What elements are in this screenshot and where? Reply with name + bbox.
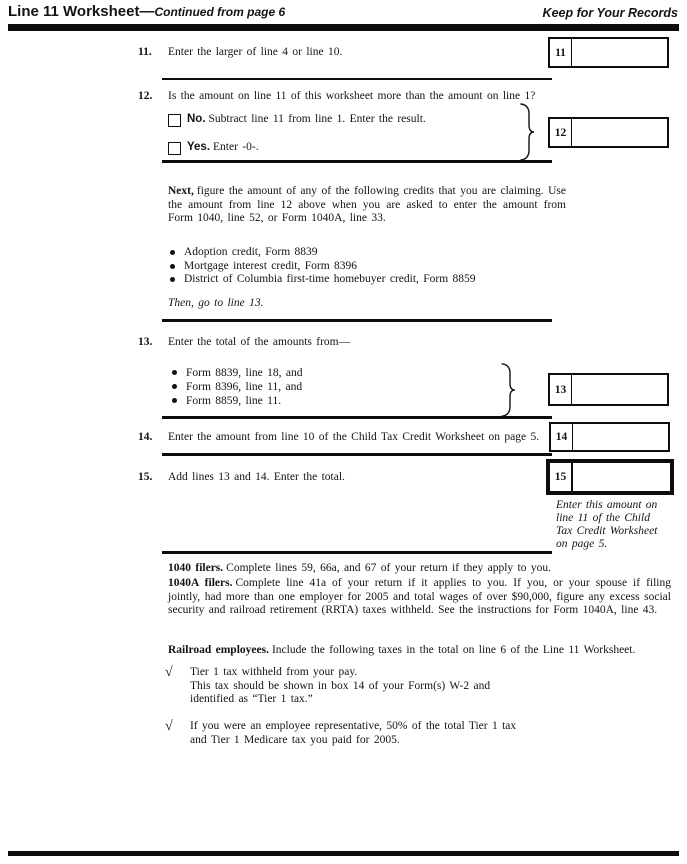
bullet-icon [170, 264, 175, 269]
yes-option-text: Enter -0-. [213, 141, 259, 153]
filers-1040-paragraph [168, 562, 551, 576]
header-divider-bar [8, 24, 679, 31]
line11-number: 11. [138, 46, 152, 58]
line13-box-number: 13 [550, 375, 572, 404]
no-option-label: No. [187, 113, 206, 125]
line13-bullet-list [172, 366, 303, 408]
railroad-paragraph [168, 644, 635, 658]
credit-bullet-item [170, 246, 476, 260]
line14-amount-field[interactable] [573, 424, 668, 450]
line14-amount-box [549, 422, 670, 452]
header [8, 3, 285, 21]
form-bullet-text: Form 8396, line 11, and [186, 381, 303, 393]
line12-question: Is the amount on line 11 of this worksheet more than the amount on line 1? [168, 90, 536, 102]
page-title: Line 11 Worksheet— [8, 3, 155, 20]
line14-box-number: 14 [551, 424, 573, 450]
line12-brace-icon [517, 102, 535, 162]
credit-bullet-list [170, 246, 476, 287]
line12-no-option [187, 113, 426, 127]
rule-under-line15 [162, 551, 552, 554]
next-paragraph [168, 185, 566, 226]
no-checkbox[interactable] [168, 114, 181, 127]
credit-bullet-item [170, 273, 476, 287]
line13-amount-box [548, 373, 669, 406]
bullet-icon [170, 250, 175, 255]
side-note-line: line 11 of the Child [556, 512, 650, 524]
rule-under-line14 [162, 453, 552, 456]
line13-number: 13. [138, 336, 153, 348]
rule-under-line12 [162, 160, 552, 163]
form-bullet-text: Form 8859, line 11. [186, 395, 282, 407]
credit-bullet-text: Mortgage interest credit, Form 8396 [184, 259, 358, 272]
keep-for-records-label: Keep for Your Records [542, 6, 678, 20]
filers-1040a-label: 1040A filers. [168, 577, 233, 589]
bullet-icon [172, 384, 177, 389]
line15-side-note [556, 499, 682, 551]
line12-yes-option [187, 141, 259, 155]
side-note-line: on page 5. [556, 538, 608, 550]
check-item-line: and Tier 1 Medicare tax you paid for 2005. [190, 733, 400, 746]
employee-representative-item [190, 720, 516, 747]
page-subtitle: Continued from page 6 [154, 5, 286, 19]
form-bullet-item [172, 394, 303, 408]
line11-box-number: 11 [550, 39, 572, 66]
railroad-text: Include the following taxes in the total on line 6 of the Line 11 Worksheet. [271, 644, 636, 656]
line12-number: 12. [138, 90, 153, 102]
bullet-icon [172, 370, 177, 375]
credit-bullet-text: District of Columbia first-time homebuyer credit, Form 8859 [184, 273, 476, 285]
check-item-line: Tier 1 tax withheld from your pay. [190, 666, 358, 678]
line12-amount-box [548, 117, 669, 148]
line11-amount-box [548, 37, 669, 68]
filers-1040-text: Complete lines 59, 66a, and 67 of your return if they apply to you. [226, 562, 551, 574]
form-bullet-item [172, 366, 303, 380]
line15-amount-field[interactable] [573, 463, 670, 491]
check-item-line: identified as “Tier 1 tax.” [190, 693, 313, 705]
credit-bullet-item [170, 260, 476, 274]
line15-amount-box [546, 459, 674, 495]
bullet-icon [170, 277, 175, 282]
check-icon: √ [165, 665, 173, 680]
filers-1040-label: 1040 filers. [168, 562, 224, 574]
line15-number: 15. [138, 471, 153, 483]
rule-under-line11 [162, 78, 552, 80]
line15-text: Add lines 13 and 14. Enter the total. [168, 471, 345, 483]
filers-1040a-paragraph [168, 577, 671, 618]
line12-box-number: 12 [550, 119, 572, 146]
filers-1040a-text: Complete line 41a of your return if it applies to you. If you, or your spouse if filing jointly, had more than one employer for 2005 and total wages of over $90,000, figure any excess social security and railroad retirement (RRTA) taxes withheld. See the instructions for Form 1040A, line 43. [168, 577, 671, 616]
yes-option-label: Yes. [187, 141, 211, 153]
railroad-label: Railroad employees. [168, 644, 269, 656]
next-lead: Next, [168, 185, 194, 197]
rule-under-then-note [162, 319, 552, 322]
next-body: figure the amount of any of the following credits that you are claiming. Use the amount from line 12 above when you are asked to enter the amount from Form 1040, line 52, or Form 1040A, line 33. [168, 185, 566, 224]
no-option-text: Subtract line 11 from line 1. Enter the result. [208, 113, 426, 125]
line15-box-number: 15 [550, 463, 573, 491]
then-note: Then, go to line 13. [168, 297, 264, 309]
line11-amount-field[interactable] [572, 39, 667, 66]
line13-text: Enter the total of the amounts from— [168, 336, 351, 348]
check-item-line: If you were an employee representative, 50% of the total Tier 1 tax [190, 720, 517, 732]
line12-amount-field[interactable] [572, 119, 667, 146]
credit-bullet-text: Adoption credit, Form 8839 [184, 246, 318, 258]
form-bullet-item [172, 380, 303, 394]
line14-text: Enter the amount from line 10 of the Child Tax Credit Worksheet on page 5. [168, 431, 540, 443]
side-note-line: Enter this amount on [556, 499, 658, 511]
line13-amount-field[interactable] [572, 375, 667, 404]
rule-under-line13 [162, 416, 552, 419]
bullet-icon [172, 398, 177, 403]
tier1-withheld-item [190, 666, 490, 707]
yes-checkbox[interactable] [168, 142, 181, 155]
side-note-line: Tax Credit Worksheet [556, 525, 658, 537]
line11-text: Enter the larger of line 4 or line 10. [168, 46, 343, 58]
line13-brace-icon [498, 362, 516, 418]
form-bullet-text: Form 8839, line 18, and [186, 367, 303, 379]
check-item-line: This tax should be shown in box 14 of your Form(s) W-2 and [190, 679, 491, 692]
line14-number: 14. [138, 431, 153, 443]
footer-divider-bar [8, 851, 679, 856]
check-icon: √ [165, 719, 173, 734]
